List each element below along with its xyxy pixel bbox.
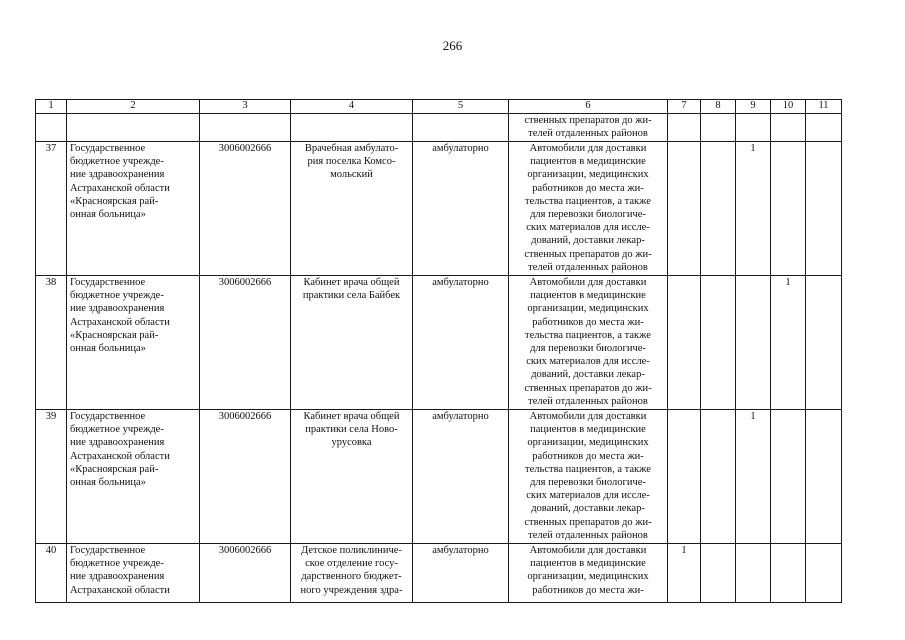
column-number: 1 [36,100,67,114]
cell-empty [701,114,736,142]
cell-count-8 [701,544,736,603]
text-line: Кабинет врача общей [303,277,400,288]
page-number: 266 [442,38,463,53]
text-line: онная больница» [70,477,146,489]
text-line: ственных препаратов до жи- [524,382,652,394]
column-number: 10 [771,100,806,114]
text-line: «Красноярская рай- [70,195,159,207]
cell-count-11 [806,276,842,410]
text-line: Государственное [70,143,146,154]
cell-vehicle-purpose [509,544,668,603]
text-line: Астраханской области [70,450,170,462]
continuation-row [36,114,842,142]
cell-organization [67,276,200,410]
cell-empty [736,114,771,142]
text-line: Врачебная амбулато- [304,143,399,154]
cell-inn: 3006002666 [200,142,291,276]
text-line: практики села Ново- [305,424,398,436]
cell-count-8 [701,276,736,410]
cell-vehicle-purpose [509,276,668,410]
text-line: дарственного бюджет- [301,571,402,583]
text-line: практики села Байбек [302,290,401,302]
text-line: тельства пациентов, а также [525,195,651,207]
text-line: телей отдаленных районов [528,395,648,407]
cell-count-8 [701,142,736,276]
cell-count-9: 1 [736,410,771,544]
cell-count-10 [771,544,806,603]
column-number-row [36,100,842,114]
text-line: Автомобили для доставки [529,545,647,556]
text-line: рия поселка Комсо- [307,156,396,168]
cell-organization [67,142,200,276]
cell-count-9 [736,276,771,410]
text-line: пациентов в медицинские [530,424,646,436]
cell-count-11 [806,142,842,276]
text-line: работников до места жи- [532,450,644,462]
column-number: 4 [291,100,413,114]
cell-empty [291,114,413,142]
cell-count-7: 1 [668,544,701,603]
column-number: 8 [701,100,736,114]
cell-care-form: амбулаторно [413,410,509,544]
cell-care-form: амбулаторно [413,276,509,410]
cell-count-11 [806,410,842,544]
text-line: дований, доставки лекар- [531,503,645,515]
text-line: телей отдаленных районов [528,529,648,541]
cell-row-number: 40 [36,544,67,603]
column-number: 9 [736,100,771,114]
text-line: телей отдаленных районов [528,261,648,273]
cell-subdivision [291,142,413,276]
text-line: дований, доставки лекар- [531,235,645,247]
cell-count-11 [806,544,842,603]
text-line: ских материалов для иссле- [526,490,650,502]
table-row [36,276,842,410]
text-line: пациентов в медицинские [530,290,646,302]
cell-inn: 3006002666 [200,544,291,603]
cell-empty [668,114,701,142]
cell-row-number: 37 [36,142,67,276]
cell-empty [67,114,200,142]
text-line: Государственное [70,545,146,556]
cell-care-form: амбулаторно [413,544,509,603]
text-line: ние здравоохранения [70,571,165,583]
text-line: ние здравоохранения [70,303,165,315]
cell-empty [806,114,842,142]
text-line: ственных препаратов до жи- [524,248,652,260]
text-line: Государственное [70,411,146,422]
text-line: работников до места жи- [532,182,644,194]
column-number: 6 [509,100,668,114]
cell-row-number: 38 [36,276,67,410]
cell-empty [36,114,67,142]
column-number: 11 [806,100,842,114]
text-line: «Красноярская рай- [70,463,159,475]
text-line: Кабинет врача общей [303,411,400,422]
text-line: Астраханской области [70,316,170,328]
cell-empty [413,114,509,142]
text-line: «Красноярская рай- [70,329,159,341]
cell-count-7 [668,142,701,276]
text-line: организации, медицинских [527,437,649,449]
cell-purpose-continuation [509,114,668,142]
text-line: ских материалов для иссле- [526,222,650,234]
column-number: 5 [413,100,509,114]
cell-vehicle-purpose [509,410,668,544]
text-line: ственных препаратов до жи- [524,516,652,528]
text-line: ственных препаратов до жи- [524,115,652,126]
text-line: для перевозки биологиче- [530,343,646,355]
text-line: дований, доставки лекар- [531,369,645,381]
text-line: бюджетное учрежде- [70,156,164,168]
text-line: Астраханской области [70,182,170,194]
text-line: бюджетное учрежде- [70,290,164,302]
cell-organization [67,544,200,603]
text-line: организации, медицинских [527,303,649,315]
text-line: пациентов в медицинские [530,156,646,168]
cell-subdivision [291,276,413,410]
cell-count-9: 1 [736,142,771,276]
text-line: Государственное [70,277,146,288]
text-line: для перевозки биологиче- [530,477,646,489]
text-line: онная больница» [70,343,146,355]
cell-empty [771,114,806,142]
cell-organization [67,410,200,544]
table-row [36,544,842,603]
text-line: бюджетное учрежде- [70,558,164,570]
column-number: 3 [200,100,291,114]
cell-subdivision [291,410,413,544]
text-line: ного учреждения здра- [300,584,403,596]
text-line: Автомобили для доставки [529,277,647,288]
cell-subdivision [291,544,413,603]
text-line: работников до места жи- [532,584,644,596]
text-line: тельства пациентов, а также [525,463,651,475]
cell-empty [200,114,291,142]
text-line: Астраханской области [70,584,170,596]
text-line: для перевозки биологиче- [530,209,646,221]
column-number: 7 [668,100,701,114]
cell-row-number: 39 [36,410,67,544]
text-line: организации, медицинских [527,169,649,181]
text-line: ние здравоохранения [70,169,165,181]
cell-inn: 3006002666 [200,276,291,410]
table-row [36,142,842,276]
cell-count-10: 1 [771,276,806,410]
text-line: онная больница» [70,209,146,221]
cell-count-7 [668,276,701,410]
text-line: работников до места жи- [532,316,644,328]
text-line: пациентов в медицинские [530,558,646,570]
cell-count-10 [771,410,806,544]
text-line: организации, медицинских [527,571,649,583]
text-line: ние здравоохранения [70,437,165,449]
cell-care-form: амбулаторно [413,142,509,276]
cell-count-7 [668,410,701,544]
cell-vehicle-purpose [509,142,668,276]
cell-count-8 [701,410,736,544]
text-line: урусовка [331,437,372,449]
cell-count-9 [736,544,771,603]
text-line: телей отдаленных районов [528,128,648,140]
text-line: Автомобили для доставки [529,411,647,422]
text-line: мольский [330,169,373,181]
table-row [36,410,842,544]
text-line: ских материалов для иссле- [526,356,650,368]
text-line: Детское поликлиниче- [301,545,402,556]
cell-count-10 [771,142,806,276]
text-line: Автомобили для доставки [529,143,647,154]
text-line: тельства пациентов, а также [525,329,651,341]
text-line: ское отделение госу- [305,558,398,570]
cell-inn: 3006002666 [200,410,291,544]
column-number: 2 [67,100,200,114]
text-line: бюджетное учрежде- [70,424,164,436]
vehicle-allocation-table [35,99,842,603]
